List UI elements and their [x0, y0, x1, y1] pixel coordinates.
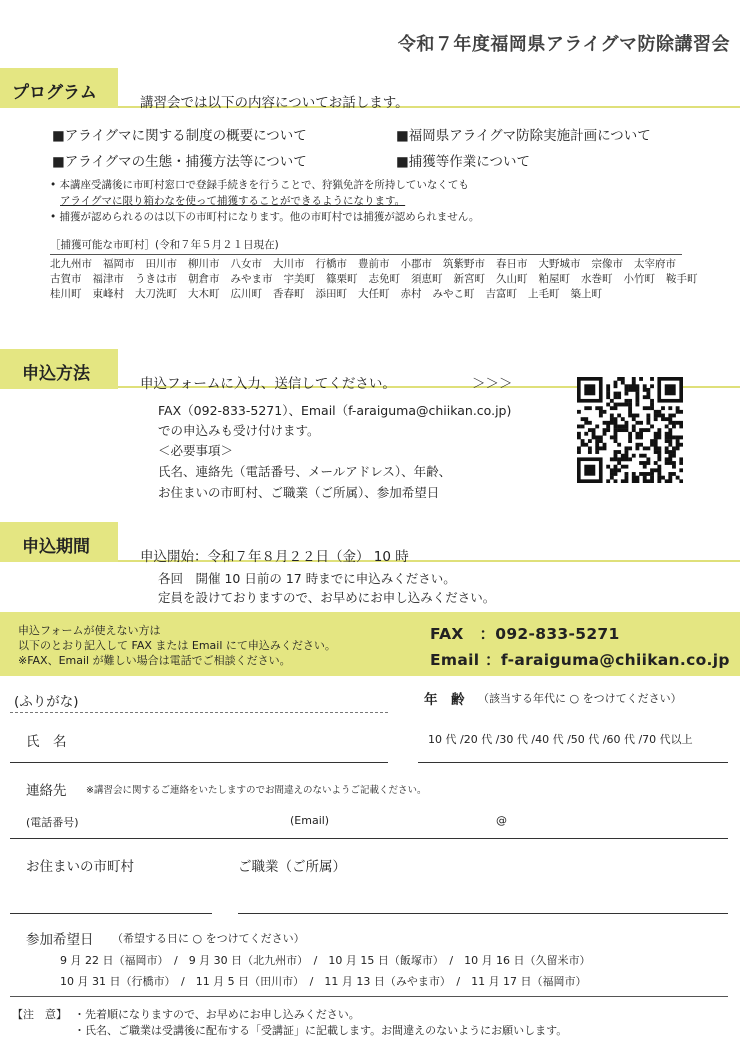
contact-field[interactable] — [10, 838, 728, 839]
age-field[interactable] — [418, 762, 728, 763]
age-label: 年 齢 — [424, 692, 465, 708]
date-note: （希望する日に ○ をつけてください） — [112, 932, 305, 945]
name-field[interactable] — [10, 762, 388, 763]
municipality-item: 水巻町 — [581, 273, 613, 285]
apply-line: ＜必要事項＞ — [158, 443, 234, 458]
caution-label: 【注 意】 — [12, 1008, 67, 1021]
program-label: プログラム — [12, 83, 97, 103]
furigana-label: (ふりがな) — [14, 694, 79, 710]
municipality-item: 大川市 — [273, 258, 305, 270]
municipality-item: 桂川町 — [50, 288, 82, 300]
qr-code[interactable] — [577, 377, 683, 483]
period-lead: 申込開始：令和７年８月２２日（金） 10 時 — [140, 549, 409, 565]
apply-line: お住まいの市町村、ご職業（ご所属）、参加希望日 — [158, 485, 440, 500]
at-mark: @ — [496, 814, 507, 827]
email-address[interactable]: Email ：f-araiguma@chiikan.co.jp — [430, 651, 730, 669]
municipality-item: みやこ町 — [432, 288, 475, 300]
apply-lead: 申込フォームに入力、送信してください。 — [140, 376, 396, 392]
period-label: 申込期間 — [22, 537, 90, 557]
municipality-item: 北九州市 — [50, 258, 92, 270]
municipality-item: 赤村 — [400, 288, 422, 300]
program-note: • 捕獲が認められるのは以下の市町村になります。他の市町村では捕獲が認められません。 — [50, 211, 480, 223]
municipality-header: ［捕獲可能な市町村］(令和７年５月２１日現在) — [50, 239, 279, 251]
email-field-label: (Email) — [290, 814, 330, 827]
municipality-item: 大任町 — [358, 288, 390, 300]
date-options-row1[interactable]: 9 月 22 日（福岡市） / 9 月 30 日（北九州市） / 10 月 15 日（飯塚市） / 10 月 16 日（久留米市） — [60, 954, 591, 967]
contact-form-note: ※講習会に関するご連絡をいたしますのでお間違えのないようご記載ください。 — [86, 785, 427, 796]
municipality-item: 宇美町 — [283, 273, 315, 285]
program-note: アライグマに限り箱わなを使って捕獲することができるようになります。 — [60, 195, 406, 207]
municipality-item: 添田町 — [315, 288, 347, 300]
date-options-row2[interactable]: 10 月 31 日（行橋市） / 11 月 5 日（田川市） / 11 月 13 日（みやま市） / 11 月 17 日（福岡市） — [60, 975, 587, 988]
program-lead: 講習会では以下の内容についてお話します。 — [140, 95, 409, 111]
municipality-item: 田川市 — [145, 258, 177, 270]
municipality-item: 須恵町 — [411, 273, 443, 285]
furigana-rule — [10, 712, 388, 713]
date-field — [10, 996, 728, 997]
municipality-item: 大木町 — [188, 288, 220, 300]
municipality-item: 広川町 — [230, 288, 262, 300]
program-note: • 本講座受講後に市町村窓口で登録手続きを行うことで、狩猟免許を所持していなくても — [50, 179, 469, 191]
date-label: 参加希望日 — [26, 932, 94, 948]
municipality-item: 柳川市 — [188, 258, 220, 270]
municipality-item: 福岡市 — [103, 258, 135, 270]
age-note: （該当する年代に ○ をつけてください） — [478, 692, 682, 705]
page-title: 令和７年度福岡県アライグマ防除講習会 — [397, 34, 730, 55]
municipality-item: 太宰府市 — [634, 258, 676, 270]
municipality-item: 鞍手町 — [666, 273, 698, 285]
municipality-item: 福津市 — [92, 273, 124, 285]
contact-note: ※FAX、Email が難しい場合は電話でご相談ください。 — [18, 654, 291, 667]
residence-label: お住まいの市町村 — [26, 859, 134, 875]
phone-label: (電話番号) — [26, 816, 79, 829]
municipality-item: 行橋市 — [315, 258, 347, 270]
municipality-item: 東峰村 — [92, 288, 124, 300]
municipality-item: 粕屋町 — [538, 273, 570, 285]
municipality-item: うきは市 — [135, 273, 177, 285]
name-label: 氏 名 — [26, 734, 67, 750]
municipality-item: 筑紫野市 — [443, 258, 485, 270]
age-options[interactable]: 10 代 /20 代 /30 代 /40 代 /50 代 /60 代 /70 代以上 — [428, 733, 693, 746]
municipality-list — [50, 257, 710, 302]
municipality-header-rule — [50, 254, 682, 255]
municipality-item: 豊前市 — [358, 258, 390, 270]
contact-note: 以下のとおり記入して FAX または Email にて申込みください。 — [18, 639, 336, 652]
contact-note: 申込フォームが使えない方は — [18, 624, 161, 637]
municipality-item: 大刀洗町 — [135, 288, 177, 300]
municipality-item: 八女市 — [230, 258, 262, 270]
program-item: ■福岡県アライグマ防除実施計画について — [396, 128, 651, 144]
apply-label: 申込方法 — [22, 364, 90, 384]
municipality-item: 香春町 — [273, 288, 305, 300]
municipality-item: 新宮町 — [453, 273, 485, 285]
program-item: ■アライグマの生態・捕獲方法等について — [52, 154, 307, 170]
municipality-item: 小竹町 — [623, 273, 655, 285]
apply-line: FAX（092-833-5271）、Email（f-araiguma@chiikan.co.jp) — [158, 403, 512, 418]
program-item: ■アライグマに関する制度の概要について — [52, 128, 307, 144]
municipality-item: 宗像市 — [591, 258, 623, 270]
municipality-item: 築上町 — [570, 288, 602, 300]
period-line: 各回 開催 10 日前の 17 時までに申込みください。 — [158, 571, 456, 586]
municipality-item: みやま市 — [230, 273, 273, 285]
municipality-item: 篠栗町 — [326, 273, 358, 285]
municipality-item: 春日市 — [496, 258, 528, 270]
period-line: 定員を設けておりますので、お早めにお申し込みください。 — [158, 590, 496, 605]
residence-field[interactable] — [10, 913, 212, 914]
apply-line: 氏名、連絡先（電話番号、メールアドレス）、年齢、 — [158, 464, 452, 479]
apply-line: での申込みも受け付けます。 — [158, 423, 320, 438]
municipality-item: 朝倉市 — [188, 273, 220, 285]
occupation-label: ご職業（ご所属） — [238, 859, 346, 875]
fax-number: FAX ：092-833-5271 — [430, 625, 620, 643]
caution-line: ・先着順になりますので、お早めにお申し込みください。 — [74, 1008, 360, 1021]
municipality-item: 上毛町 — [528, 288, 560, 300]
municipality-item: 吉富町 — [485, 288, 517, 300]
municipality-item: 志免町 — [368, 273, 400, 285]
occupation-field[interactable] — [238, 913, 728, 914]
municipality-item: 古賀市 — [50, 273, 82, 285]
municipality-item: 久山町 — [496, 273, 528, 285]
contact-label: 連絡先 — [26, 783, 67, 799]
apply-arrow: ＞＞＞ — [472, 376, 513, 392]
municipality-item: 小郡市 — [400, 258, 432, 270]
municipality-item: 大野城市 — [538, 258, 581, 270]
program-item: ■捕獲等作業について — [396, 154, 530, 170]
caution-line: ・氏名、ご職業は受講後に配布する「受講証」に記載します。お間違えのないようにお願いします。 — [74, 1024, 568, 1037]
